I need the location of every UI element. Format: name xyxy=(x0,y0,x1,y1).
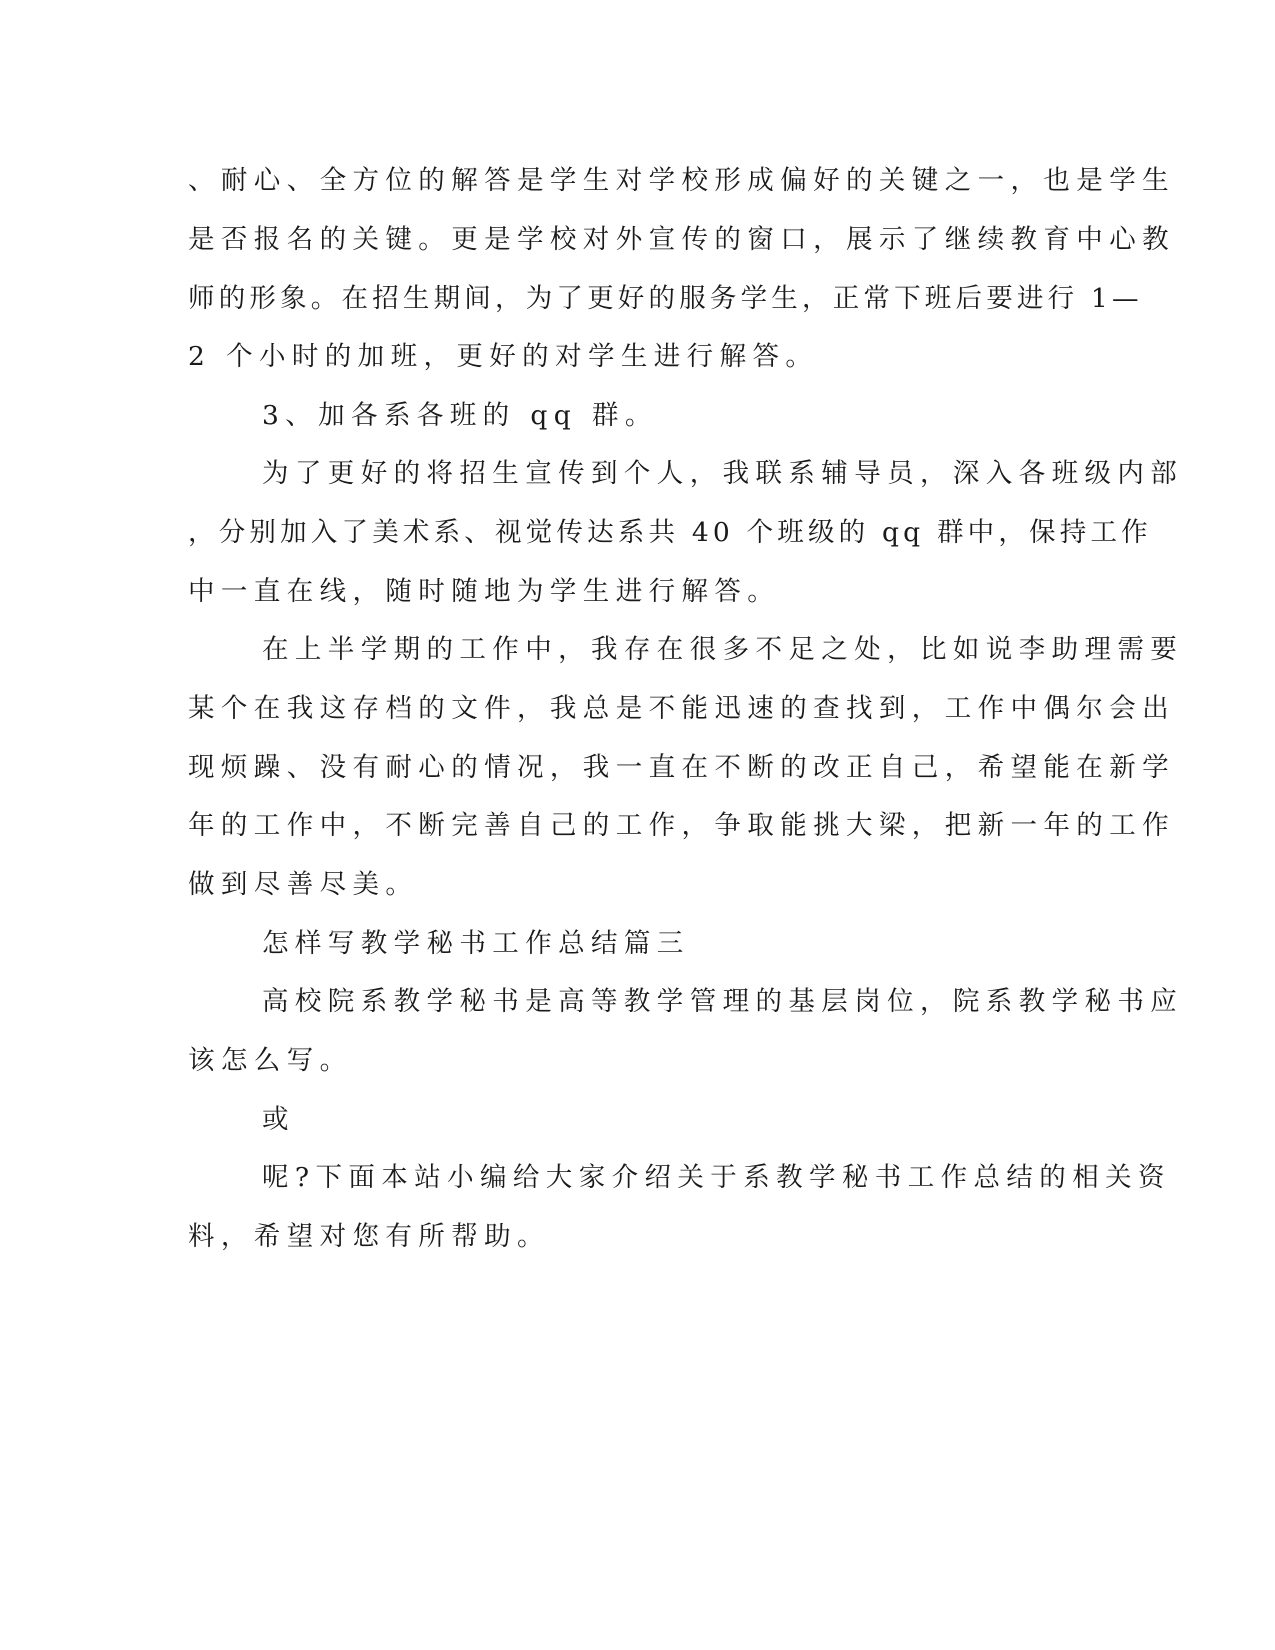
text-line: 是否报名的关键。更是学校对外宣传的窗口，展示了继续教育中心教 xyxy=(188,224,1175,255)
text-line: 为了更好的将招生宣传到个人，我联系辅导员，深入各班级内部 xyxy=(262,458,1184,489)
text-line: 中一直在线，随时随地为学生进行解答。 xyxy=(188,576,781,607)
text-line: 年的工作中，不断完善自己的工作，争取能挑大梁，把新一年的工作 xyxy=(188,810,1175,841)
text-line: 某个在我这存档的文件，我总是不能迅速的查找到，工作中偶尔会出 xyxy=(188,693,1175,724)
text-line: 师的形象。在招生期间，为了更好的服务学生，正常下班后要进行 1— xyxy=(188,283,1143,314)
text-line: 该怎么写。 xyxy=(188,1045,353,1076)
text-line: 料，希望对您有所帮助。 xyxy=(188,1221,550,1252)
list-item-heading: 3、加各系各班的 qq 群。 xyxy=(262,400,658,431)
section-heading: 怎样写教学秘书工作总结篇三 xyxy=(262,928,690,959)
text-line: 、耐心、全方位的解答是学生对学校形成偏好的关键之一，也是学生 xyxy=(188,165,1175,196)
text-line: 2 个小时的加班，更好的对学生进行解答。 xyxy=(188,341,819,372)
text-line: ，分别加入了美术系、视觉传达系共 40 个班级的 qq 群中，保持工作 xyxy=(188,517,1152,548)
text-line: 在上半学期的工作中，我存在很多不足之处，比如说李助理需要 xyxy=(262,634,1184,665)
text-line: 呢?下面本站小编给大家介绍关于系教学秘书工作总结的相关资 xyxy=(262,1162,1171,1193)
text-line: 做到尽善尽美。 xyxy=(188,869,419,900)
text-line: 或 xyxy=(262,1104,295,1135)
text-line: 高校院系教学秘书是高等教学管理的基层岗位，院系教学秘书应 xyxy=(262,986,1184,1017)
text-line: 现烦躁、没有耐心的情况，我一直在不断的改正自己，希望能在新学 xyxy=(188,752,1175,783)
